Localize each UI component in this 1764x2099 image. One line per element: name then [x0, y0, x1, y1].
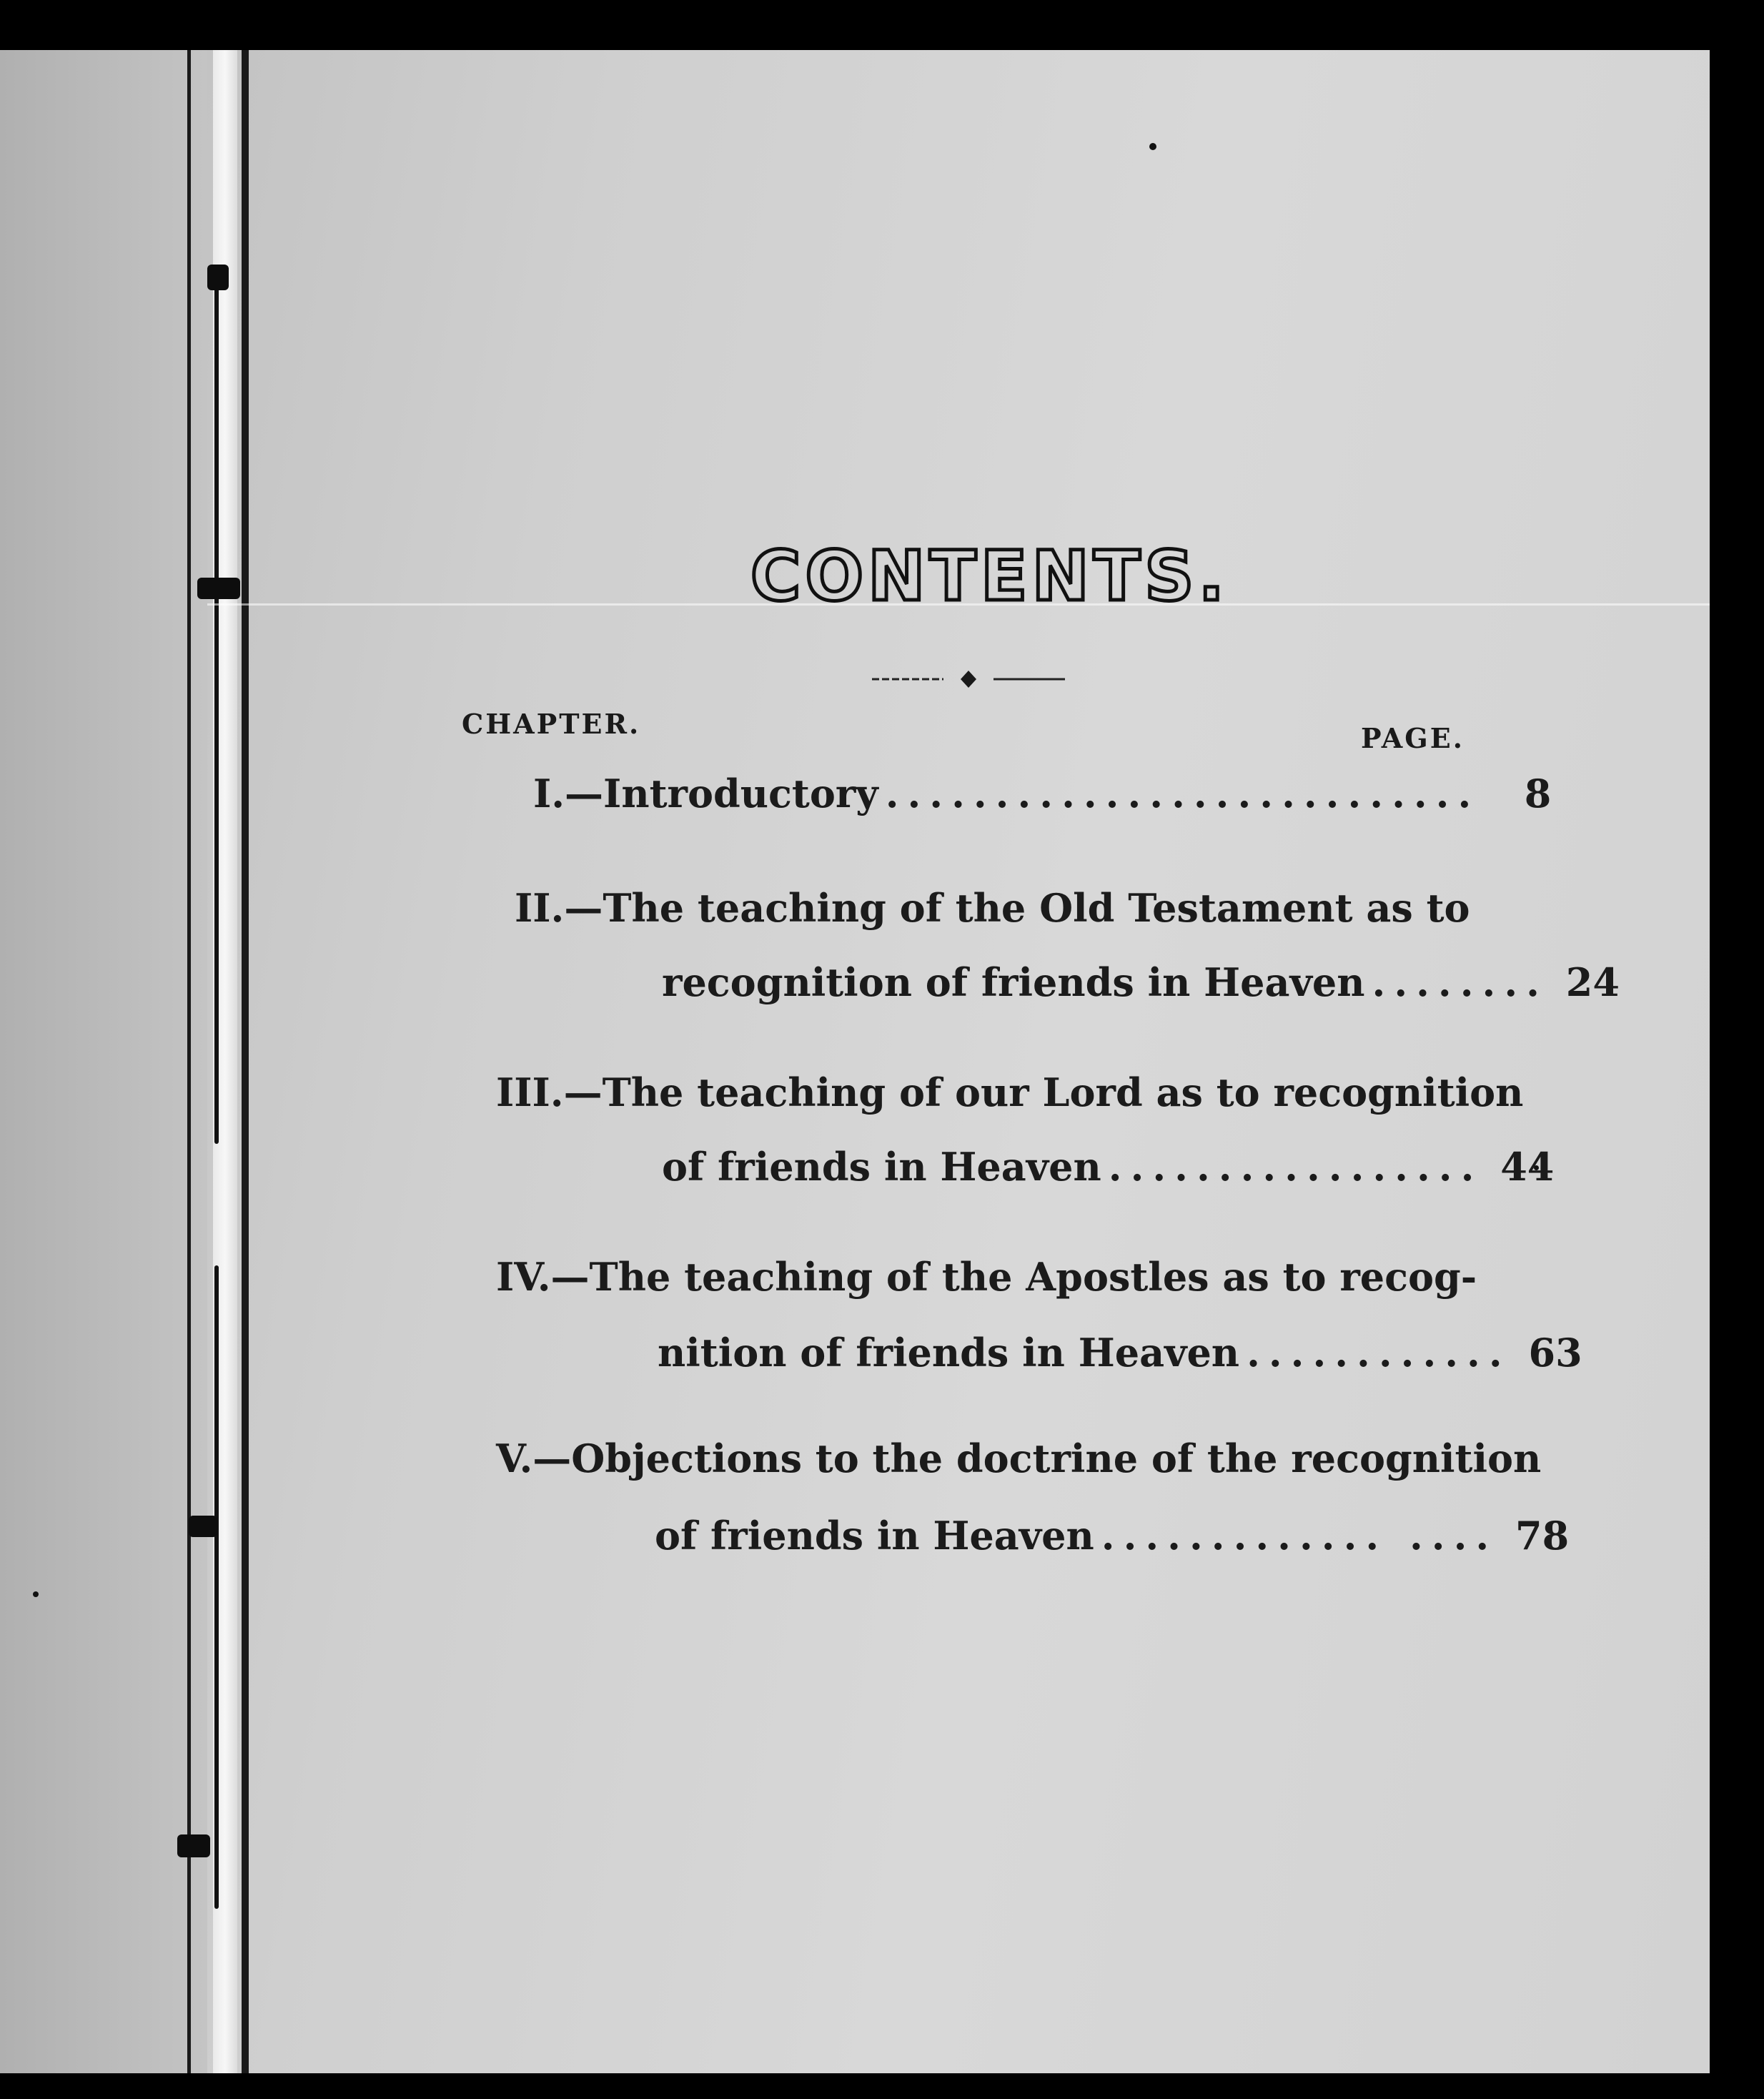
binding-thread: [214, 286, 219, 1144]
binding-stitch: [197, 578, 240, 599]
toc-entry-text: of friends in Heaven: [662, 1144, 1101, 1190]
spine-edge: [187, 50, 191, 2073]
binding-stitch: [177, 1834, 210, 1857]
toc-entry-2-line-1: II.—The teaching of the Old Testament as to: [515, 885, 1470, 931]
page-number: 24: [1565, 959, 1620, 1005]
ink-speck: [33, 1591, 39, 1597]
toc-entry-3: [662, 1144, 1555, 1190]
toc-entry-5-line-1: V.—Objections to the doctrine of the recognition: [496, 1436, 1542, 1481]
toc-entry-text: of friends in Heaven: [655, 1513, 1094, 1559]
binding-stitch: [207, 265, 229, 290]
divider-ornament: [872, 669, 1065, 689]
book-page: [0, 50, 1710, 2073]
ink-speck: [1149, 143, 1156, 150]
toc-entry-text: I.—Introductory: [533, 771, 878, 816]
left-leaf: [0, 50, 207, 2073]
binding-thread-lower: [214, 1265, 219, 1909]
page-number: 63: [1528, 1330, 1582, 1376]
page-number: 78: [1515, 1513, 1570, 1559]
dot-leader: ............: [1247, 1330, 1511, 1376]
page-number: 8: [1524, 771, 1552, 816]
dot-leader: ...........................: [885, 771, 1480, 816]
toc-entry-text: recognition of friends in Heaven: [662, 959, 1365, 1005]
dot-leader: ........: [1372, 959, 1548, 1005]
toc-entry-text: nition of friends in Heaven: [658, 1330, 1240, 1376]
toc-entry-4: [658, 1330, 1582, 1376]
page-column-heading: PAGE.: [1361, 722, 1465, 754]
toc-entry-1: [533, 771, 1552, 816]
page-title: CONTENTS.: [750, 536, 1229, 616]
gutter-edge: [242, 50, 249, 2073]
toc-entry-2: [662, 959, 1620, 1005]
toc-entry-5: [655, 1513, 1570, 1559]
binding-stitch: [189, 1516, 217, 1537]
chapter-column-heading: CHAPTER.: [462, 708, 641, 740]
dot-leader: .................: [1108, 1144, 1483, 1190]
toc-entry-4-line-1: IV.—The teaching of the Apostles as to recog-: [496, 1254, 1477, 1300]
toc-entry-3-line-1: III.—The teaching of our Lord as to recognition: [496, 1070, 1524, 1115]
dot-leader: ............. ....: [1101, 1513, 1498, 1559]
page-number: 44: [1500, 1144, 1555, 1190]
